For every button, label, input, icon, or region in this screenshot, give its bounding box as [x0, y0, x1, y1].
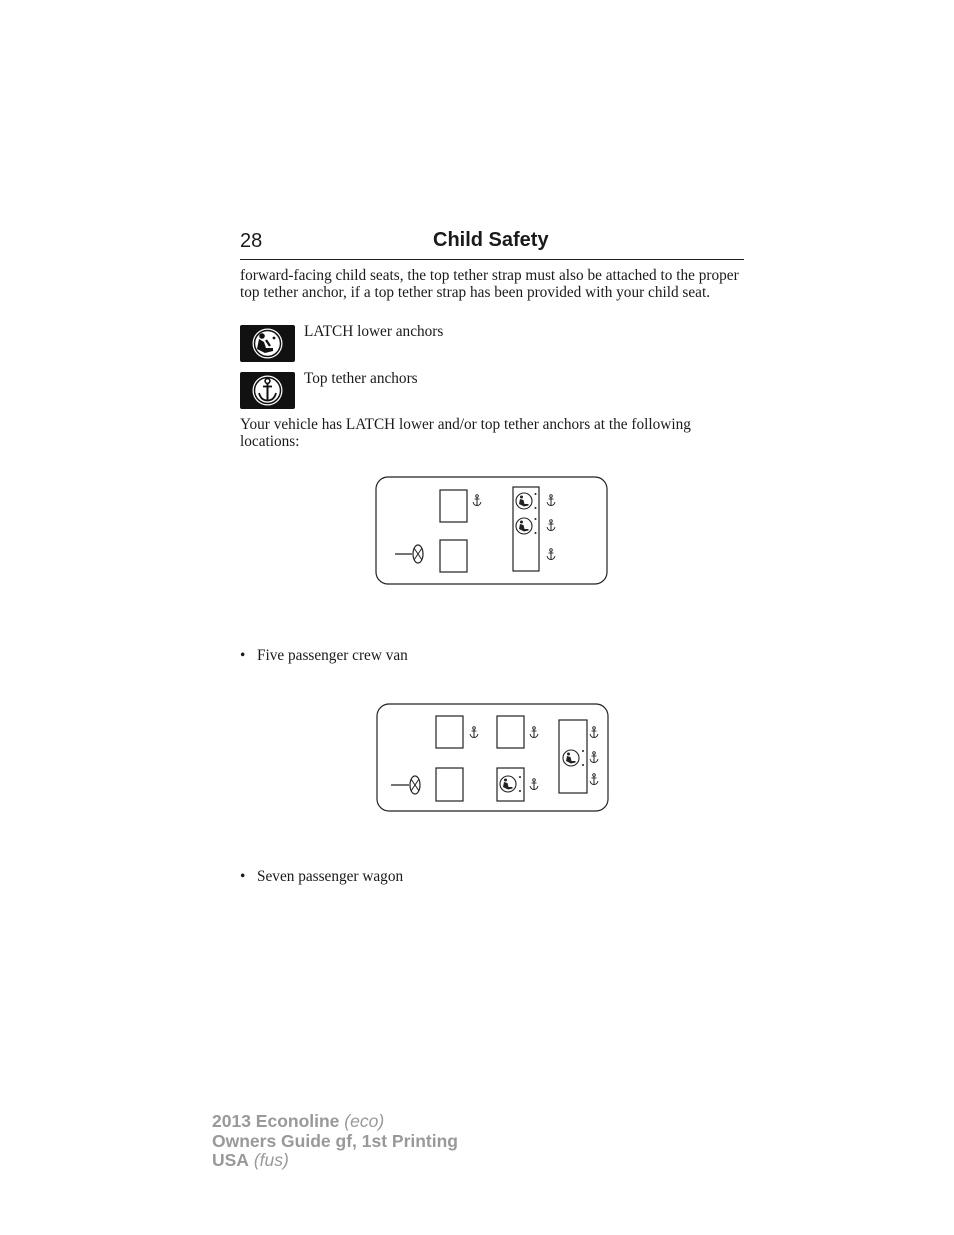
footer-market: USA [212, 1150, 249, 1170]
bullet-text: Five passenger crew van [257, 647, 408, 664]
bullet-item [240, 647, 408, 665]
page-header [240, 226, 744, 260]
latch-lower-anchor-icon [240, 325, 295, 362]
tether-anchor-icon [530, 779, 538, 790]
tether-anchor-icon [530, 727, 538, 738]
intro-paragraph: forward-facing child seats, the top tether strap must also be attached to the proper top tether anchor, if a top tether strap has been provided with your child seat. [240, 267, 739, 301]
footer-model-code: (eco) [344, 1111, 385, 1131]
footer-guide: Owners Guide gf, 1st Printing [212, 1130, 458, 1151]
footer-line-2 [212, 1132, 458, 1152]
passenger-seat [440, 490, 467, 522]
tether-anchor-icon [473, 495, 481, 506]
legend-label-tether: Top tether anchors [304, 370, 418, 387]
tether-anchor-icon [547, 549, 555, 560]
bullet-dot: • [240, 868, 246, 885]
footer-line-1 [212, 1112, 458, 1132]
bullet-dot: • [240, 647, 246, 664]
latch-anchor-icon [563, 750, 584, 766]
legend-label-latch: LATCH lower anchors [304, 323, 444, 340]
bullet-item [240, 868, 403, 886]
second-row-seat [497, 716, 524, 748]
tether-anchor-icon [547, 520, 555, 531]
footer-line-3 [212, 1151, 458, 1171]
locations-paragraph: Your vehicle has LATCH lower and/or top tether anchors at the following locations: [240, 416, 691, 450]
page-number: 28 [240, 230, 263, 252]
passenger-seat [436, 716, 463, 748]
tether-anchor-icon [590, 774, 598, 785]
steering-wheel-icon [395, 545, 423, 563]
latch-anchor-icon [500, 776, 521, 792]
driver-seat [440, 540, 467, 572]
tether-anchor-icon [590, 727, 598, 738]
top-tether-anchor-icon [240, 372, 295, 409]
driver-seat [436, 768, 463, 801]
footer-model: 2013 Econoline [212, 1111, 340, 1131]
latch-anchor-icon [516, 493, 537, 509]
bullet-text: Seven passenger wagon [257, 868, 404, 885]
tether-anchor-icon [470, 727, 478, 738]
footer-market-code: (fus) [253, 1150, 289, 1170]
tether-anchor-icon [590, 752, 598, 763]
second-row-seat [497, 768, 524, 801]
page-footer [212, 1112, 458, 1171]
latch-anchor-icon [516, 518, 537, 534]
steering-wheel-icon [391, 776, 420, 794]
tether-anchor-icon [547, 495, 555, 506]
seven-passenger-seat-diagram [376, 703, 610, 813]
section-title: Child Safety [433, 229, 549, 251]
five-passenger-seat-diagram [375, 476, 609, 586]
